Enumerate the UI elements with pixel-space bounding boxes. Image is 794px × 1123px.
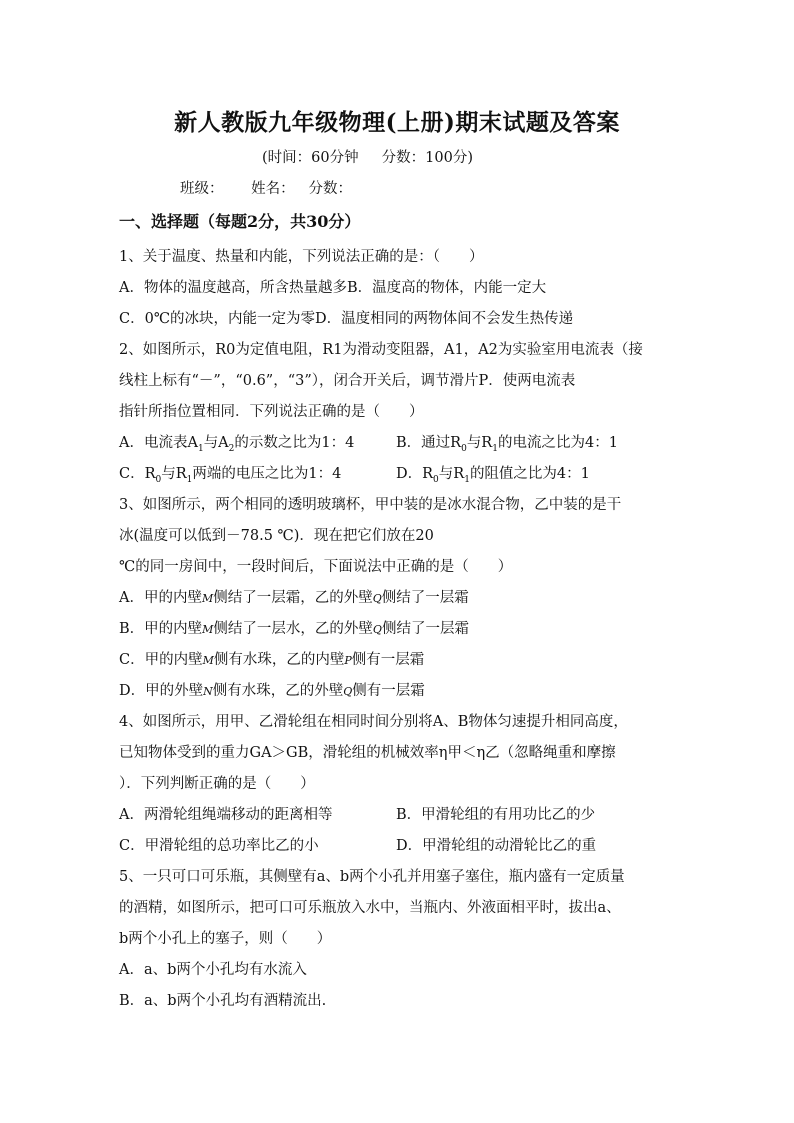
q3-d-mid: 侧有水珠，乙的外壁 — [212, 683, 344, 699]
q3-d-post: 侧有一层霜 — [352, 683, 425, 699]
q3-b-var1: M — [202, 623, 214, 636]
q3-a-var1: M — [201, 592, 214, 605]
q5-stem-line3: b两个小孔上的塞子，则（ ） — [119, 931, 332, 947]
q2-c-sub1: 0 — [155, 474, 162, 485]
question-list — [119, 246, 679, 1021]
q2-a-sub1: 1 — [197, 443, 204, 454]
q5-stem-line2: 的酒精，如图所示，把可口可乐瓶放入水中，当瓶内、外液面相平时，拔出a、 — [119, 900, 621, 916]
q4-option-d: D．甲滑轮组的动滑轮比乙的重 — [396, 838, 597, 854]
q3-c-post: 侧有一层霜 — [351, 652, 425, 668]
q2-option-a — [119, 432, 396, 463]
q2-c-mid: 与R — [161, 466, 187, 482]
q3-option-c — [119, 649, 679, 680]
q2-option-c — [119, 463, 396, 494]
q3-c-mid: 侧有水珠，乙的内壁 — [213, 652, 345, 668]
q3-b-text: B．甲的内壁 — [119, 621, 203, 637]
q3-option-a — [119, 587, 679, 618]
q5-stem-line1: 5、一只可口可乐瓶，其侧壁有a、b两个小孔并用塞子塞住，瓶内盛有一定质量 — [119, 869, 625, 885]
q3-d-var1: N — [203, 685, 213, 698]
q3-a-var2: Q — [372, 592, 382, 605]
page-title: 新人教版九年级物理(上册)期末试题及答案 — [174, 109, 620, 136]
q3-c-text: C．甲的内壁 — [119, 652, 203, 668]
q3-c-var2: P — [344, 654, 352, 667]
q2-a-sub2: 2 — [228, 443, 235, 454]
q2-b-text: B．通过R — [396, 435, 462, 451]
q3-d-text: D．甲的外壁 — [119, 683, 204, 699]
q3-d-var2: Q — [343, 685, 353, 698]
q5-option-a: A．a、b两个小孔均有水流入 — [119, 962, 307, 978]
q3-stem-line1: 3、如图所示，两个相同的透明玻璃杯，甲中装的是冰水混合物，乙中装的是干 — [119, 497, 622, 513]
q2-options-ab — [119, 432, 679, 463]
student-info-line: 班级： 姓名： 分数： — [180, 181, 352, 197]
q3-a-mid: 侧结了一层霜，乙的外壁 — [213, 590, 373, 606]
q2-stem-line1: 2、如图所示，R0为定值电阻，R1为滑动变阻器，A1，A2为实验室用电流表（接 — [119, 342, 643, 358]
q4-stem-line2: 已知物体受到的重力GA＞GB，滑轮组的机械效率η甲＜η乙（忽略绳重和摩擦 — [119, 745, 616, 761]
q2-option-d — [396, 463, 590, 494]
q3-c-var1: M — [202, 654, 214, 667]
q3-option-b — [119, 618, 679, 649]
q3-option-d — [119, 680, 679, 711]
q2-b-post: 的电流之比为4：1 — [497, 435, 618, 451]
q4-stem-line1: 4、如图所示，用甲、乙滑轮组在相同时间分别将A、B物体匀速提升相同高度， — [119, 714, 628, 730]
q2-d-sub1: 0 — [433, 474, 439, 485]
q1-stem: 1、关于温度、热量和内能，下列说法正确的是：（ ） — [119, 249, 484, 265]
q3-a-post: 侧结了一层霜 — [381, 590, 469, 606]
q2-d-text: D．R — [396, 466, 434, 482]
q1-options-cd: C．0℃的冰块，内能一定为零D．温度相同的两物体间不会发生热传递 — [119, 311, 574, 327]
q4-option-b: B．甲滑轮组的有用功比乙的少 — [396, 807, 596, 823]
q2-option-b — [396, 432, 618, 463]
q3-b-var2: Q — [372, 623, 382, 636]
section-heading-choice: 一、选择题（每题2分，共30分） — [119, 212, 361, 231]
q3-a-text: A．甲的内壁 — [119, 590, 202, 606]
q2-c-text: C．R — [119, 466, 156, 482]
q2-options-cd — [119, 463, 679, 494]
q3-stem-line3: ℃的同一房间中，一段时间后，下面说法中正确的是（ ） — [119, 559, 513, 575]
q2-b-sub1: 0 — [461, 443, 467, 454]
q4-options-cd — [119, 835, 679, 866]
q3-b-mid: 侧结了一层水，乙的外壁 — [213, 621, 373, 637]
q4-option-c: C．甲滑轮组的总功率比乙的小 — [119, 838, 319, 854]
q1-options-ab: A．物体的温度越高，所含热量越多B．温度高的物体，内能一定大 — [119, 280, 547, 296]
q4-stem-line3: ）．下列判断正确的是（ ） — [119, 776, 315, 792]
q2-a-text: A．电流表A — [119, 435, 198, 451]
q2-stem-line3: 指针所指位置相同．下列说法正确的是（ ） — [119, 404, 424, 420]
q2-c-post: 两端的电压之比为1：4 — [192, 466, 342, 482]
q2-d-sub2: 1 — [464, 474, 470, 485]
q2-b-sub2: 1 — [492, 443, 498, 454]
q4-option-a: A．两滑轮组绳端移动的距离相等 — [119, 807, 333, 823]
q2-b-mid: 与R — [466, 435, 493, 451]
q2-stem-line2: 线柱上标有“－”，“0.6”，“3”），闭合开关后，调节滑片P．使两电流表 — [119, 373, 576, 389]
q2-c-sub2: 1 — [186, 474, 193, 485]
exam-time-score: (时间：60分钟 分数：100分) — [262, 150, 473, 166]
q4-options-ab — [119, 804, 679, 835]
q2-a-post: 的示数之比为1：4 — [234, 435, 355, 451]
q2-a-mid: 与A — [203, 435, 229, 451]
q3-b-post: 侧结了一层霜 — [381, 621, 469, 637]
q5-option-b: B．a、b两个小孔均有酒精流出. — [119, 993, 327, 1009]
q2-d-post: 的阻值之比为4：1 — [469, 466, 590, 482]
q2-d-mid: 与R — [438, 466, 465, 482]
q3-stem-line2: 冰(温度可以低到－78.5 ℃)．现在把它们放在20 — [119, 528, 434, 544]
